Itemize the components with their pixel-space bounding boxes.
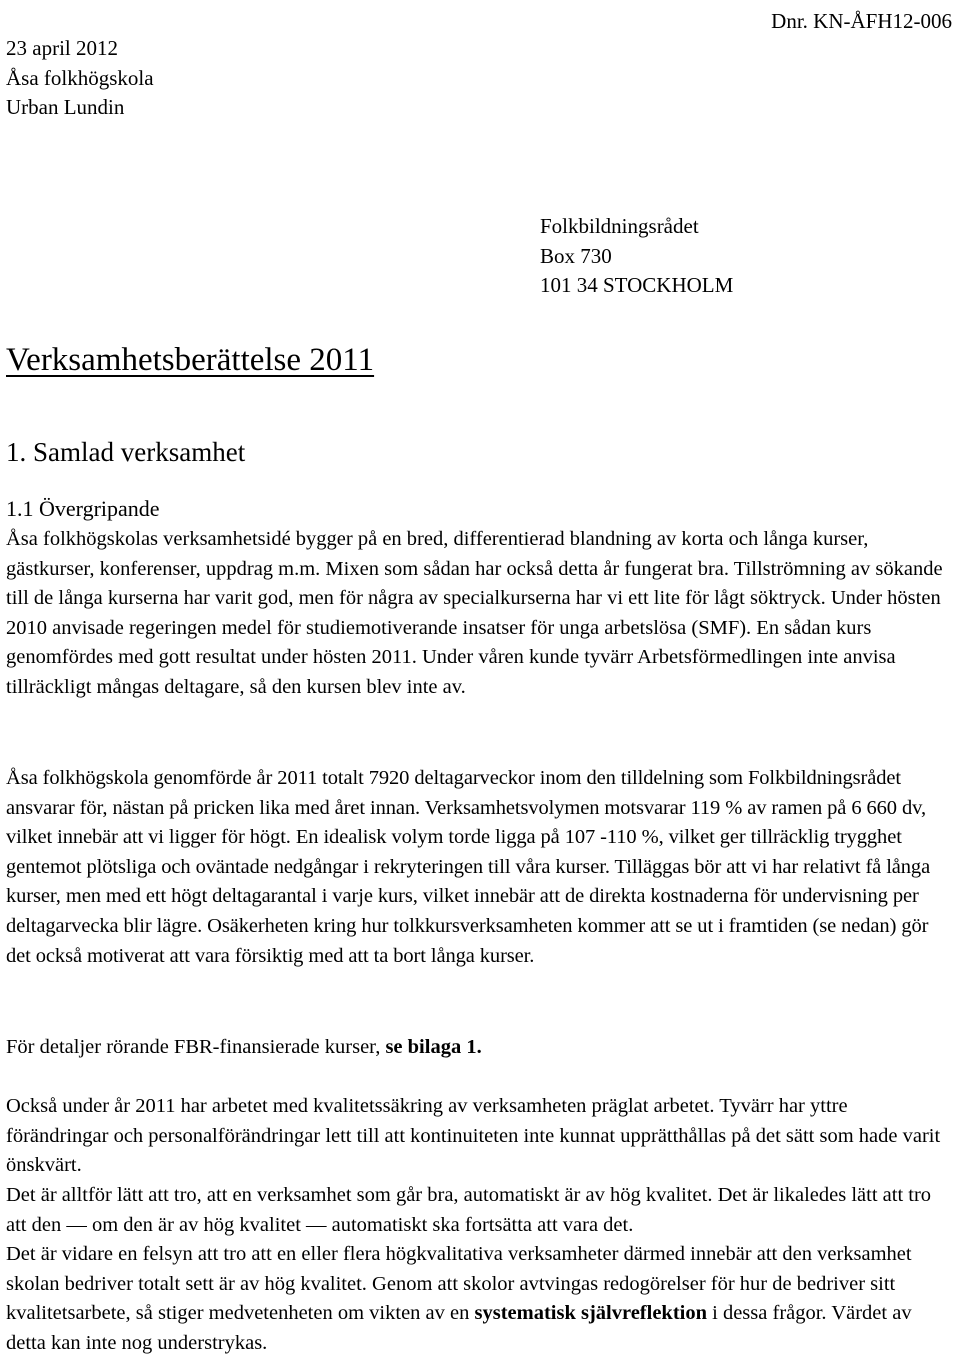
letter-date: 23 april 2012 bbox=[6, 36, 118, 60]
paragraph-participant-weeks: Åsa folkhögskola genomförde år 2011 totalt 7920 deltagarveckor inom den tilldelning som Folkbildningsrådet ansvarar för, nästan på pricken lika med året innan. Verksamhetsvolymen motsvarar 119 % av ramen på 6 660 dv, vilket innebär att vi ligger för högt. En idealisk volym torde ligga på 107 -110 %, vilket ger tillräcklig trygghet gentemot plötsliga och oväntade nedgångar i rekryteringen till våra kurser. Tilläggas bör att vi har relativt få långa kurser, men med ett högt deltagarantal i varje kurs, vilket innebär att de direkta kostnaderna för undervisning per deltagarvecka blir lägre. Osäkerheten kring hur tolkkursverksamheten kommer att se ut i framtiden (se nedan) gör det också motiverat att vara försiktig med att ta bort långa kurser. bbox=[6, 767, 931, 967]
recipient-name: Folkbildningsrådet bbox=[540, 214, 699, 238]
paragraph-quality-assurance: Också under år 2011 har arbetet med kvalitetssäkring av verksamheten präglat arbetet. Tyvärr har yttre förändringar och personalförändringar lett till att kontinuiteten inte kunnat upprätthållas på det sätt som hade varit önskvärt. bbox=[6, 1095, 941, 1177]
paragraph-self-reflection bbox=[6, 1240, 954, 1358]
sender-name: Urban Lundin bbox=[6, 95, 125, 119]
paragraph-quality-assumption: Det är alltför lätt att tro, att en verksamhet som går bra, automatiskt är av hög kvalitet. Det är likaledes lätt att tro att den — om den är av hög kvalitet — automatiskt ska fortsätta att vara det. bbox=[6, 1184, 932, 1236]
recipient-postal-address: 101 34 STOCKHOLM bbox=[540, 273, 734, 297]
self-reflection-text: Det är vidare en felsyn att tro att en eller flera högkvalitativa verksamheter därmed innebär att den verksamhet skolan bedriver totalt sett är av hög kvalitet. Genom att skolor avtvingas redogörelser för hur de bedriver sitt kvalitetsarbete, så stiger medvetenheten om vikten av en bbox=[6, 1243, 912, 1325]
sender-organization: Åsa folkhögskola bbox=[6, 65, 154, 90]
paragraph-overview: Åsa folkhögskolas verksamhetsidé bygger på en bred, differentierad blandning av korta och långa kurser, gästkurser, konferenser, uppdrag m.m. Mixen som sådan har också detta år fungerat bra. Tillströmning av sökande till de långa kurserna har varit god, men för några av specialkurserna har vi ett lite för lågt söktryck. Under hösten 2010 anvisade regeringen medel för studiemotiverande insatser för unga arbetslösa (SMF). En sådan kurs genomfördes med gott resultat under hösten 2011. Under våren kunde tyvärr Arbetsförmedlingen inte anvisa tillräckligt mångas deltagare, så den kursen blev inte av. bbox=[6, 528, 943, 698]
appendix-reference: se bilaga 1. bbox=[385, 1036, 482, 1058]
recipient-block bbox=[540, 212, 733, 301]
section-heading: 1. Samlad verksamhet bbox=[6, 437, 246, 467]
subsection-heading: 1.1 Övergripande bbox=[6, 496, 160, 521]
paragraph-course-details bbox=[6, 1033, 954, 1063]
recipient-box: Box 730 bbox=[540, 243, 612, 268]
self-reflection-emphasis: systematisk självreflektion bbox=[474, 1302, 708, 1325]
self-reflection-tail: i dessa frågor. Värdet av detta kan inte nog understrykas. bbox=[6, 1302, 912, 1354]
document-number: Dnr. KN-ÅFH12-006 bbox=[771, 9, 952, 33]
document-title: Verksamhetsberättelse 2011 bbox=[6, 342, 375, 378]
sender-block bbox=[6, 34, 154, 123]
course-details-text: För detaljer rörande FBR-finansierade kurser, bbox=[6, 1036, 386, 1058]
